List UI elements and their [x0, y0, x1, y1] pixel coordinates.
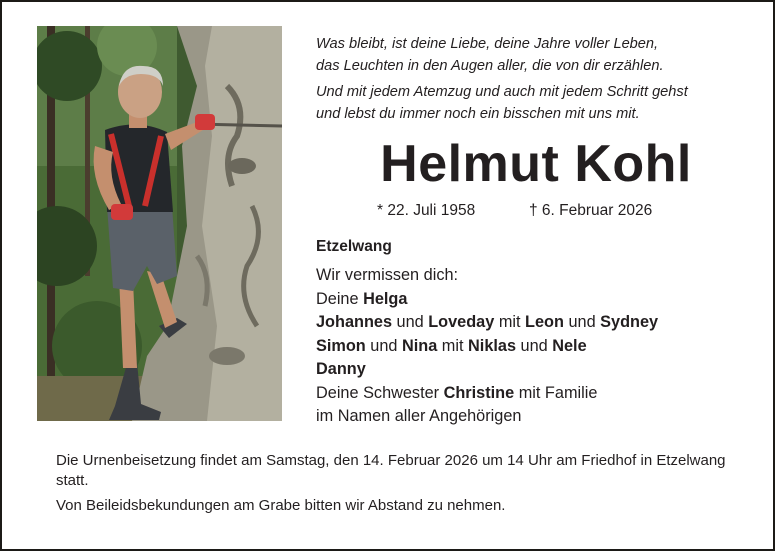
mourner-line-5: Deine Schwester Christine mit Familie	[316, 383, 598, 402]
condolence-notice: Von Beileidsbekundungen am Grabe bitten wir Abstand zu nehmen.	[56, 497, 506, 514]
residence-place: Etzelwang	[316, 238, 392, 255]
mourner-line-2: Johannes und Loveday mit Leon und Sydney	[316, 313, 659, 331]
mourner-line-1: Deine Helga	[316, 289, 408, 308]
portrait-photo	[37, 26, 282, 421]
mourners-intro: Wir vermissen dich:	[316, 266, 459, 284]
quote-line-2: das Leuchten in den Augen aller, die von dir erzählen.	[316, 58, 664, 74]
mourners-closing: im Namen aller Angehörigen	[316, 407, 522, 425]
deceased-name: Helmut Kohl	[380, 135, 692, 193]
quote-line-1: Was bleibt, ist deine Liebe, deine Jahre voller Leben,	[316, 36, 659, 52]
quote-line-3: Und mit jedem Atemzug und auch mit jedem Schritt gehst	[316, 84, 688, 100]
mourners-list	[316, 264, 658, 429]
death-date: † 6. Februar 2026	[529, 202, 653, 219]
mourner-line-3: Simon und Nina mit Niklas und Nele	[316, 336, 587, 355]
quote-line-4: und lebst du immer noch ein bisschen mit uns mit.	[316, 106, 640, 122]
mourner-line-4: Danny	[316, 360, 366, 378]
birth-date: * 22. Juli 1958	[377, 202, 476, 219]
funeral-notice: Die Urnenbeisetzung findet am Samstag, den 14. Februar 2026 um 14 Uhr am Friedhof in Etzelwang statt.	[56, 452, 726, 489]
